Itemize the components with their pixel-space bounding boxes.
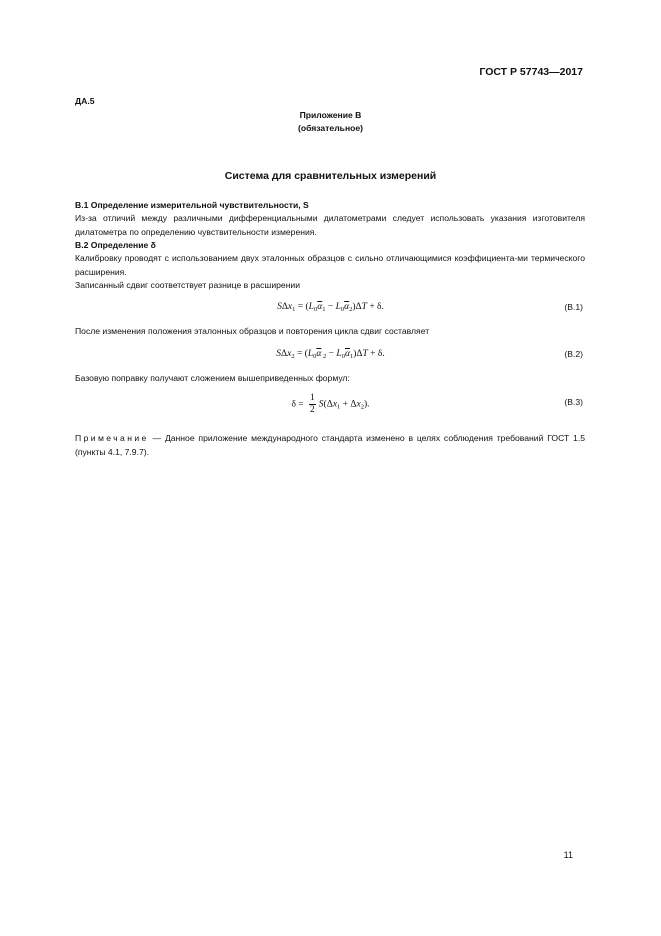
formula-b1: $S\Delta x_1 = (L_0\overline{\alpha}_1 - L_0\overline{\alpha}_2)\Delta T + \delta$. <box>277 302 384 313</box>
main-title: Система для сравнительных измерений <box>224 170 437 182</box>
section-b2-text3: После изменения положения эталонных образцов и повторения цикла сдвиг составляет <box>75 326 430 336</box>
formula-b1-number: (В.1) <box>564 302 583 312</box>
section-b2-text4: Базовую поправку получают сложением вышеприведенных формул: <box>75 373 350 383</box>
note-text: — Данное приложение международного стандарта изменено в целях соблюдения требований ГОСТ 1.5 (пункты 4.1, 7.9.7). <box>75 433 585 457</box>
section-b1-heading: В.1 Определение измерительной чувствительности, S <box>75 200 309 210</box>
note-label: Примечание <box>75 433 149 443</box>
formula-b2-number: (В.2) <box>564 349 583 359</box>
formula-b2: $S\Delta x_2 = (L_0\overline{\alpha}$ $_2 - L_0\overline{\alpha}_1)\Delta T + \delta$. <box>276 349 385 360</box>
formula-b3: δ = $\frac{1}{2}$ $S(\Delta x_1 + \Delta x_2)$. <box>291 393 370 415</box>
document-header: ГОСТ Р 57743—2017 <box>479 66 583 78</box>
appendix-status: (обязательное) <box>297 123 364 133</box>
appendix-title: Приложение В <box>299 110 362 120</box>
section-b1-text <box>75 212 585 239</box>
section-b2-text1: Калибровку проводят с использованием двух эталонных образцов с сильно отличающимися коэффициента-ми термического расширения. <box>75 253 585 277</box>
section-reference: ДА.5 <box>75 96 95 106</box>
section-b2-heading: В.2 Определение δ <box>75 240 156 250</box>
page-number: 11 <box>563 850 573 860</box>
section-b2-text2: Записанный сдвиг соответствует разнице в расширении <box>75 280 301 290</box>
formula-b3-number: (В.3) <box>564 397 583 407</box>
note <box>75 432 585 459</box>
section-b1-paragraph: Из-за отличий между различными дифференциальными дилатометрами следует использовать указания изготовителя дилатометра по определению чувствительности измерения. <box>75 213 585 237</box>
